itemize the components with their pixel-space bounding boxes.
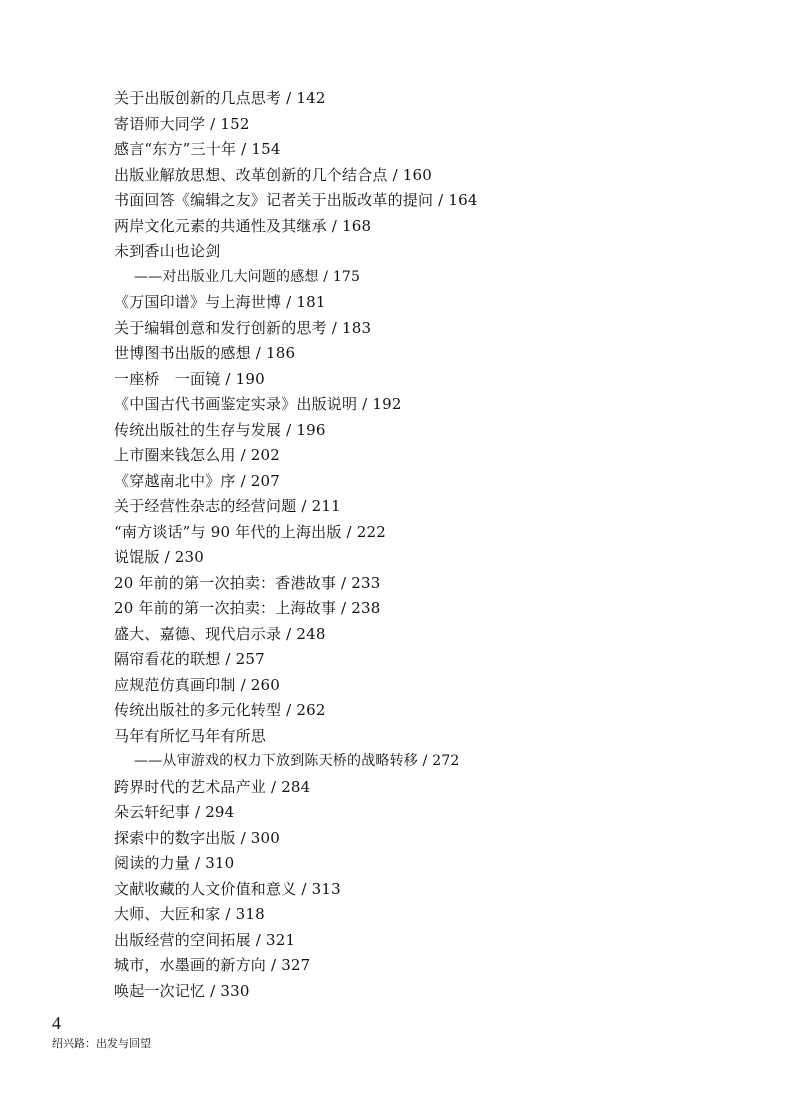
toc-entry: 关于经营性杂志的经营问题 / 211 [114, 497, 341, 515]
toc-entry: “南方谈话”与 90 年代的上海出版 / 222 [114, 522, 386, 541]
toc-entry: 书面回答《编辑之友》记者关于出版改革的提问 / 164 [114, 191, 478, 209]
toc-entry: 探索中的数字出版 / 300 [114, 828, 281, 847]
toc-entry: 唤起一次记忆 / 330 [114, 981, 250, 1000]
table-of-contents [114, 86, 754, 1004]
toc-entry: 出版业解放思想、改革创新的几个结合点 / 160 [114, 165, 433, 184]
toc-entry: 阅读的力量 / 310 [114, 854, 235, 872]
toc-entry: 出版经营的空间拓展 / 321 [114, 930, 296, 949]
toc-entry: 两岸文化元素的共通性及其继承 / 168 [114, 216, 372, 235]
toc-entry: 说馄版 / 230 [114, 548, 205, 566]
toc-entry: 一座桥 一面镜 / 190 [114, 369, 265, 388]
page-number: 4 [52, 1013, 61, 1033]
toc-subtitle: ——从审游戏的权力下放到陈天桥的战略转移 / 272 [134, 753, 460, 769]
toc-entry: 城市，水墨画的新方向 / 327 [114, 956, 311, 974]
toc-entry: 上市圈来钱怎么用 / 202 [114, 446, 281, 464]
toc-entry: 关于编辑创意和发行创新的思考 / 183 [114, 318, 372, 337]
running-footer-title: 绍兴路：出发与回望 [52, 1037, 151, 1050]
toc-entry: 世博图书出版的感想 / 186 [114, 344, 296, 362]
toc-entry: 寄语师大同学 / 152 [114, 114, 250, 133]
toc-entry: 跨界时代的艺术品产业 / 284 [114, 777, 311, 796]
toc-entry: 关于出版创新的几点思考 / 142 [114, 89, 326, 107]
toc-entry: 未到香山也论剑 [114, 242, 221, 260]
toc-entry: 应规范仿真画印制 / 260 [114, 675, 281, 694]
toc-entry: 感言“东方”三十年 / 154 [114, 140, 281, 158]
toc-entry: 盛大、嘉德、现代启示录 / 248 [114, 624, 326, 643]
toc-entry: 传统出版社的生存与发展 / 196 [114, 420, 326, 439]
toc-entry: 朵云轩纪事 / 294 [114, 803, 235, 821]
toc-entry: 《穿越南北中》序 / 207 [114, 471, 281, 490]
toc-entry: 大师、大匠和家 / 318 [114, 905, 265, 923]
toc-entry: 传统出版社的多元化转型 / 262 [114, 701, 326, 719]
toc-subtitle: ——对出版业几大问题的感想 / 175 [134, 268, 361, 285]
toc-entry: 文献收藏的人文价值和意义 / 313 [114, 879, 341, 898]
toc-entry: 20 年前的第一次拍卖：上海故事 / 238 [114, 599, 381, 617]
toc-entry: 马年有所忆马年有所思 [114, 726, 267, 745]
toc-entry: 20 年前的第一次拍卖：香港故事 / 233 [114, 573, 381, 592]
toc-entry: 《中国古代书画鉴定实录》出版说明 / 192 [114, 395, 402, 413]
toc-entry: 《万国印谱》与上海世博 / 181 [114, 293, 326, 311]
toc-entry: 隔帘看花的联想 / 257 [114, 650, 265, 668]
